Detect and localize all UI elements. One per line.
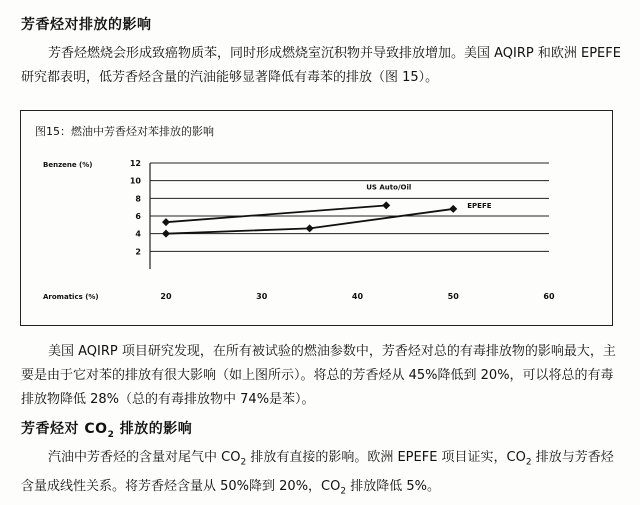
x-tick-label-60: 60: [543, 292, 555, 301]
co2-text-4: 排放降低 5%。: [346, 478, 440, 494]
x-tick-label-50: 50: [447, 292, 459, 301]
x-tick-label-30: 30: [256, 292, 268, 301]
paragraph-aqirp-findings: [21, 340, 621, 412]
co2-text-1: 汽油中芳香烃的含量对尾气中 CO: [48, 450, 241, 465]
heading-co2-sub: 2: [107, 429, 115, 440]
section-heading-aromatics-co2: [21, 418, 192, 440]
y-axis-label: Benzene (%): [43, 161, 93, 169]
benzene-chart: [21, 111, 611, 324]
y-tick-label-10: 10: [129, 176, 141, 186]
data-point-1-1: [306, 224, 314, 232]
heading-co2-part1: 芳香烃对 CO: [21, 421, 108, 437]
co2-sub-1: 2: [240, 457, 247, 468]
y-tick-label-12: 12: [129, 159, 141, 168]
data-point-1-0: [162, 230, 170, 238]
data-point-0-0: [162, 218, 170, 226]
paragraph-aromatics-intro: [21, 42, 621, 90]
section-heading-aromatics-emissions: 芳香烃对排放的影响: [21, 17, 152, 33]
series-label-0: US Auto/Oil: [366, 183, 412, 192]
heading-co2-part2: 排放的影响: [114, 421, 193, 437]
co2-text-3: 排放与芳香烃含量成线性关系。将芳香烃含量从 50%降到 20%，CO: [21, 450, 614, 494]
co2-text-2: 排放有直接的影响。欧洲 EPEFE 项目证实，CO: [246, 450, 526, 465]
paragraph-aqirp-findings-text: 美国 AQIRP 项目研究发现，在所有被试验的燃油参数中，芳香烃对总的有毒排放物的影响最大，主要是由于它对苯的排放有很大影响（如上图所示）。将总的芳香烃从 45%降低到 20%，可以将总的有毒排放物降低 28%（总的有毒排放物中 74%是苯）。: [21, 344, 616, 407]
paragraph-co2: [21, 446, 621, 503]
x-tick-label-20: 20: [160, 292, 172, 301]
chart-title: 图15：燃油中芳香烃对苯排放的影响: [35, 125, 214, 138]
x-axis-label: Aromatics (%): [43, 293, 99, 301]
figure-15-box: [20, 110, 613, 326]
series-line-0: [166, 205, 386, 222]
data-point-1-2: [449, 205, 457, 213]
data-point-0-1: [382, 201, 390, 209]
paragraph-aromatics-intro-text: 芳香烃燃烧会形成致癌物质苯，同时形成燃烧室沉积物并导致排放增加。美国 AQIRP 和欧洲 EPEFE 研究都表明，低芳香烃含量的汽油能够显著降低有毒苯的排放（图 15）。: [21, 46, 621, 85]
y-tick-label-6: 6: [135, 212, 141, 221]
co2-sub-2: 2: [525, 457, 532, 468]
y-tick-label-8: 8: [135, 194, 141, 204]
x-tick-label-40: 40: [351, 292, 364, 301]
y-tick-label-2: 2: [135, 247, 141, 257]
series-label-1: EPEFE: [467, 201, 492, 210]
co2-sub-3: 2: [340, 486, 347, 497]
y-tick-label-4: 4: [135, 229, 141, 239]
